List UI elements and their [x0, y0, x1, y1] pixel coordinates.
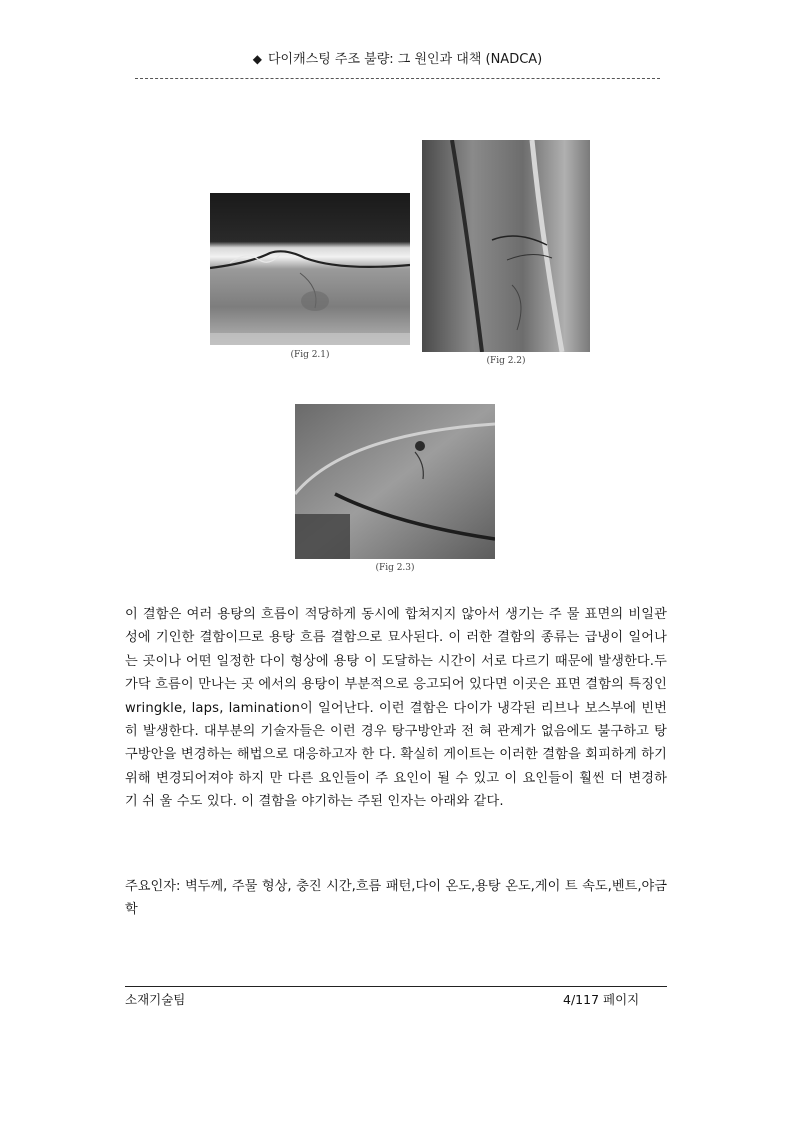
body-paragraph	[125, 603, 667, 814]
figure-2-3-photo	[295, 404, 495, 559]
paragraph-text: 이 결함은 여러 용탕의 흐름이 적당하게 동시에 합쳐지지 않아서 생기는 주 물 표면의 비일관성에 기인한 결함이므로 용탕 흐름 결함으로 묘사된다. 이 러한 결함의 종류는 급냉이 일어나는 곳이나 어떤 일정한 다이 형상에 용탕 이 도달하는 시간이 서로 다르기 때문에 발생한다.두 가닥 흐름이 만나는 곳 에서의 용탕이 부분적으로 응고되어 있다면 이곳은 표면 결함의 특징인 wringkle, laps, lamination이 일어난다. 이런 결함은 다이가 냉각된 리브나 보스부에 빈번히 발생한다. 대부분의 기술자들은 이런 경우 탕구방안과 전 혀 관계가 없음에도 불구하고 탕구방안을 변경하는 해법으로 대응하고자 한 다. 확실히 게이트는 이러한 결함을 회피하게 하기 위해 변경되어져야 하지 만 다른 요인들이 주 요인이 될 수 있고 이 요인들이 훨씬 더 변경하기 쉬 울 수도 있다. 이 결함을 야기하는 주된 인자는 아래와 같다.	[125, 607, 667, 810]
figure-2-2-photo	[422, 140, 590, 352]
footer-divider	[125, 986, 667, 987]
diamond-bullet-icon: ◆	[252, 52, 262, 66]
figure-2-3-caption: (Fig 2.3)	[375, 563, 415, 573]
figure-2-1-photo	[210, 193, 410, 345]
header-title: 다이캐스팅 주조 불량: 그 원인과 대책 (NADCA)	[267, 52, 543, 67]
header-divider	[135, 78, 660, 79]
footer-page-number: 4/117 페이지	[563, 992, 640, 1007]
page-header	[135, 48, 660, 80]
main-factors: 주요인자: 벽두께, 주물 형상, 충진 시간,흐름 패턴,다이 온도,용탕 온도,게이 트 속도,벤트,야금학	[125, 879, 667, 918]
figure-2-2-caption: (Fig 2.2)	[486, 356, 526, 366]
footer-team: 소재기술팀	[125, 992, 186, 1007]
figure-2-1-caption: (Fig 2.1)	[290, 350, 330, 360]
